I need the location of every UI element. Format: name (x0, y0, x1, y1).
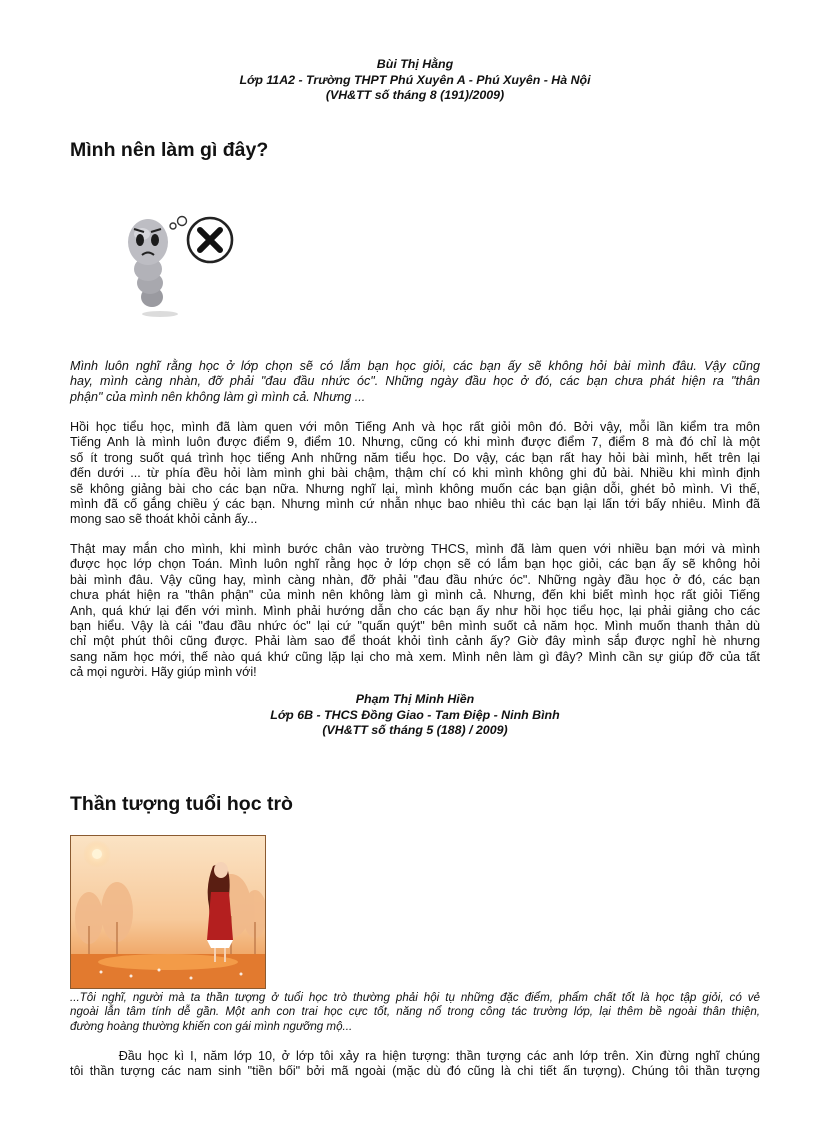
text-line: mong sao sẽ thoát khỏi cảnh ấy... (70, 512, 258, 527)
text-line: Đầu học kì I, năm lớp 10, ở lớp tôi xảy ra hiện tượng: thần tượng các anh lớp trên. Xin đừng nghĩ chúng (70, 1049, 760, 1063)
author-name: Phạm Thị Minh Hiền (355, 692, 475, 706)
text-line: đường hoàng thường khiến con gái mình ngưỡng mộ... (70, 1019, 353, 1033)
text-line: Mình luôn nghĩ rằng học ở lớp chọn sẽ có lắm bạn học giỏi, các bạn ấy sẽ không hỏi bài mình đâu. Vậy cũng (70, 359, 760, 373)
source-citation: (VH&TT số tháng 5 (188) / 2009) (322, 723, 508, 737)
text-line: được học lớp chọn Toán. Mình luôn nghĩ rằng học ở lớp chọn sẽ có lắm bạn học giỏi, các bạn ấy sẽ không hỏi (70, 557, 760, 572)
text-line: sẽ không giảng bài cho các bạn nữa. Nhưng nghĩ lại, mình không muốn các bạn giận dỗi, ghét bỏ mình. Vì thế, (70, 481, 760, 496)
text-line: mình đã cố gắng chiều ý các bạn. Nhưng mình cứ nhẫn nhục bao nhiêu thì các bạn lại lấn tới bấy nhiêu. Mình đã (70, 497, 760, 512)
girl-illustration (70, 835, 266, 989)
author-school: Lớp 11A2 - Trường THPT Phú Xuyên A - Phú Xuyên - Hà Nội (239, 72, 591, 87)
text-line: Hồi học tiểu học, mình đã làm quen với môn Tiếng Anh và học rất giỏi môn đó. Bởi vậy, mỗi lần kiểm tra môn (70, 420, 760, 434)
text-line: tôi thần tượng các nam sinh "tiền bối" bởi mã ngoài (mặc dù đó cũng là chi tiết ấn tượng). Chúng tôi thần tượng (70, 1064, 760, 1079)
girl-autumn-image (71, 836, 265, 988)
image-caption (70, 991, 760, 1034)
source-citation: (VH&TT số tháng 8 (191)/2009) (325, 88, 505, 102)
intro-paragraph (70, 359, 760, 405)
text-line: Tiếng Anh là mình luôn được điểm 9, điểm 10. Nhưng, cũng có khi mình được điểm 7, điểm 8 mà đó chỉ là một (70, 435, 760, 450)
text-line: Thật may mắn cho mình, khi mình bước chân vào trường THCS, mình đã làm quen với nhiều bạn mới và mình (70, 542, 760, 556)
text-line: bạn hiểu. Vậy là cái "đau đầu nhức óc" lại cứ "quấn quýt" bên mình suốt cả năm học. Mình muốn thanh thản dù (70, 619, 760, 634)
text-line: phận" của mình nên không làm gì mình cả. Nhưng ... (70, 389, 366, 404)
worm-cartoon-image (70, 180, 276, 350)
article-title: Mình nên làm gì đây? (70, 139, 269, 161)
text-line: chỉ một phút thôi cũng được. Phải làm sao để thoát khỏi tình cảnh ấy? Giờ đây mình sắp được nghỉ hè nhưng (70, 634, 760, 649)
text-line: ngoài lẫn tâm tính dễ gần. Một anh con trai học cực tốt, năng nổ trong công tác trường lớp, lại thêm bề ngoài thân thiện, (70, 1005, 760, 1019)
byline-article2 (70, 692, 760, 739)
text-line: Anh, quá khứ lại đến với mình. Mình phải hướng dẫn cho các bạn ấy như hồi học tiểu học, lại phải giảng cho các (70, 603, 760, 618)
body-paragraph (70, 1049, 760, 1080)
text-line: cả mọi người. Hãy giúp mình với! (70, 665, 257, 680)
article-title: Thần tượng tuổi học trò (70, 793, 293, 815)
author-name: Bùi Thị Hằng (376, 57, 454, 71)
text-line: số ít trong suốt quá trình học tiếng Anh những năm tiểu học. Do vậy, các bạn rất hay hỏi bài mình, hết trên lại (70, 450, 760, 465)
author-school: Lớp 6B - THCS Đồng Giao - Tam Điệp - Ninh Bình (270, 707, 560, 722)
body-paragraph (70, 420, 760, 528)
text-line: hay, mình càng nhàn, đỡ phải "đau đầu nhức óc". Những ngày đầu học ở đó, các bạn chưa phát hiện ra "thân (70, 374, 760, 389)
body-paragraph (70, 542, 760, 681)
text-line: chưa phát hiện ra "thân phận" của mình nên không làm gì mình cả. Nhưng, đến khi biết mình học rất giỏi Tiếng (70, 588, 760, 603)
byline-article1 (70, 57, 760, 104)
worm-illustration (70, 180, 276, 350)
text-line: bài mình đâu. Vậy cũng hay, mình càng nhàn, đỡ phải "đau đầu nhức óc". Những ngày đầu học ở đó, các bạn (70, 572, 760, 587)
text-line: đến dưới ... từ phía đều hỏi làm mình ghi bài chậm, thậm chí có khi mình không ghi đủ bài. Nhiều khi mình định (70, 466, 760, 481)
text-line: sang năm học mới, thế nào quá khứ cũng lặp lại cho mà xem. Mình nên làm gì đây? Mình cần sự giúp đỡ của tất (70, 649, 760, 664)
text-line: ...Tôi nghĩ, người mà ta thần tượng ở tuổi học trò thường phải hội tụ những đặc điểm, phẩm chất tốt là học tập giỏi, có vẻ (70, 991, 760, 1004)
